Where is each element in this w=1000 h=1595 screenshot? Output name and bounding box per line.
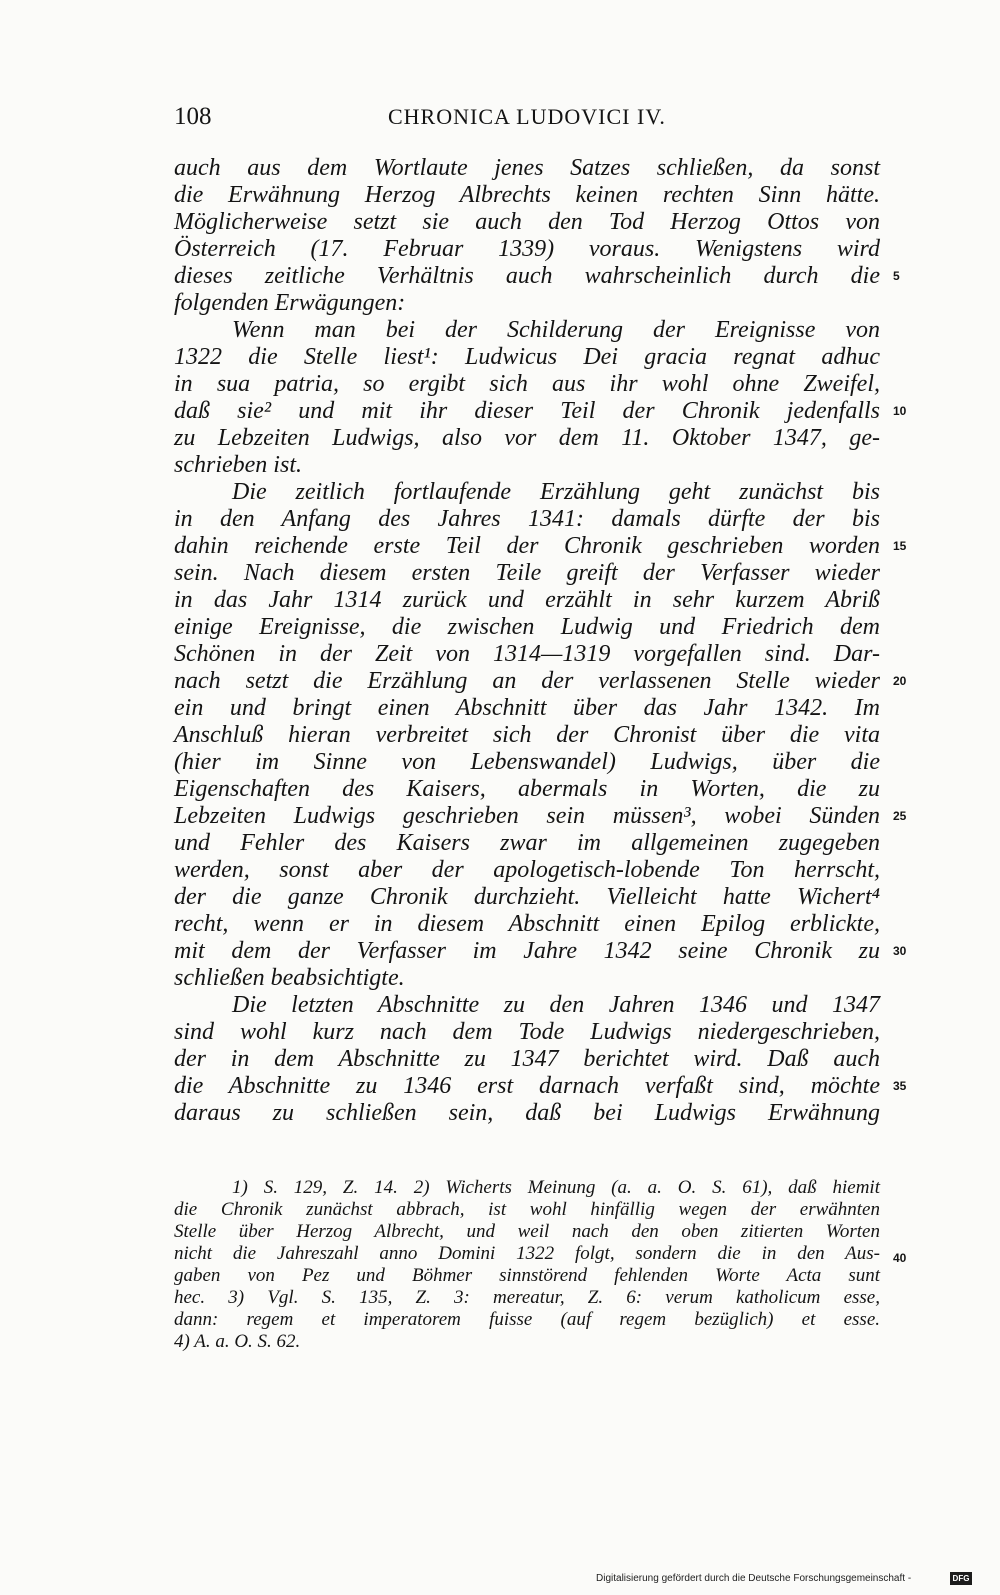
- text-line: schließen beabsichtigte.: [174, 965, 405, 991]
- text-line: 1322 die Stelle liest¹: Ludwicus Dei gracia regnat adhuc: [174, 344, 880, 370]
- text-line: (hier im Sinne von Lebenswandel) Ludwigs, über die: [174, 749, 880, 775]
- margin-line-number: 20: [893, 674, 907, 688]
- text-line: daß sie² und mit ihr dieser Teil der Chronik jedenfalls: [174, 398, 880, 424]
- text-line: recht, wenn er in diesem Abschnitt einen Epilog erblickte,: [174, 911, 880, 937]
- digitization-credit: Digitalisierung gefördert durch die Deutsche Forschungsgemeinschaft -: [596, 1573, 912, 1584]
- text-line: und Fehler des Kaisers zwar im allgemeinen zugegeben: [174, 830, 880, 856]
- text-line: einige Ereignisse, die zwischen Ludwig und Friedrich dem: [174, 614, 880, 640]
- text-line: Lebzeiten Ludwigs geschrieben sein müssen³, wobei Sünden: [174, 803, 880, 829]
- margin-line-number: 15: [893, 539, 907, 553]
- text-line: Die zeitlich fortlaufende Erzählung geht zunächst bis: [232, 479, 880, 505]
- footnote-line: die Chronik zunächst abbrach, ist wohl hinfällig wegen der erwähnten: [174, 1199, 880, 1220]
- text-line: auch aus dem Wortlaute jenes Satzes schließen, da sonst: [174, 155, 880, 181]
- margin-line-number: 5: [893, 269, 900, 283]
- text-line: der in dem Abschnitte zu 1347 berichtet wird. Daß auch: [174, 1046, 880, 1072]
- text-line: schrieben ist.: [174, 452, 302, 478]
- footnote-line-number: 40: [893, 1251, 907, 1265]
- text-line: Österreich (17. Februar 1339) voraus. Wenigstens wird: [174, 236, 880, 262]
- running-title: CHRONICA LUDOVICI IV.: [388, 104, 666, 129]
- dfg-logo: DFG: [950, 1572, 972, 1585]
- footnote-line: nicht die Jahreszahl anno Domini 1322 folgt, sondern die in den Aus-: [174, 1243, 880, 1264]
- text-line: Schönen in der Zeit von 1314—1319 vorgefallen sind. Dar-: [174, 641, 880, 667]
- text-line: zu Lebzeiten Ludwigs, also vor dem 11. Oktober 1347, ge-: [174, 425, 880, 451]
- text-line: in den Anfang des Jahres 1341: damals dürfte der bis: [174, 506, 880, 532]
- footnote-line: dann: regem et imperatorem fuisse (auf regem bezüglich) et esse.: [174, 1309, 880, 1330]
- text-line: mit dem der Verfasser im Jahre 1342 seine Chronik zu: [174, 938, 880, 964]
- footnote-line: gaben von Pez und Böhmer sinnstörend fehlenden Worte Acta sunt: [174, 1265, 880, 1286]
- text-line: daraus zu schließen sein, daß bei Ludwigs Erwähnung: [174, 1100, 880, 1126]
- text-line: Möglicherweise setzt sie auch den Tod Herzog Ottos von: [174, 209, 880, 235]
- text-line: Eigenschaften des Kaisers, abermals in Worten, die zu: [174, 776, 880, 802]
- text-line: dahin reichende erste Teil der Chronik geschrieben worden: [174, 533, 880, 559]
- text-line: in sua patria, so ergibt sich aus ihr wohl ohne Zweifel,: [174, 371, 880, 397]
- footnote-line: 4) A. a. O. S. 62.: [174, 1331, 301, 1352]
- footnote-line: 1) S. 129, Z. 14. 2) Wicherts Meinung (a. a. O. S. 61), daß hiemit: [232, 1177, 880, 1198]
- text-line: Die letzten Abschnitte zu den Jahren 1346 und 1347: [232, 992, 880, 1018]
- text-line: sein. Nach diesem ersten Teile greift der Verfasser wieder: [174, 560, 880, 586]
- text-line: die Erwähnung Herzog Albrechts keinen rechten Sinn hätte.: [174, 182, 880, 208]
- text-line: dieses zeitliche Verhältnis auch wahrscheinlich durch die: [174, 263, 880, 289]
- footnote-line: Stelle über Herzog Albrecht, und weil nach den oben zitierten Worten: [174, 1221, 880, 1242]
- text-line: die Abschnitte zu 1346 erst darnach verfaßt sind, möchte: [174, 1073, 880, 1099]
- text-line: in das Jahr 1314 zurück und erzählt in sehr kurzem Abriß: [174, 587, 880, 613]
- margin-line-number: 10: [893, 404, 907, 418]
- text-line: werden, sonst aber der apologetisch-lobende Ton herrscht,: [174, 857, 880, 883]
- margin-line-number: 25: [893, 809, 907, 823]
- text-line: folgenden Erwägungen:: [174, 290, 406, 316]
- text-line: sind wohl kurz nach dem Tode Ludwigs niedergeschrieben,: [174, 1019, 880, 1045]
- text-line: der die ganze Chronik durchzieht. Vielleicht hatte Wichert⁴: [174, 884, 880, 910]
- page-number: 108: [174, 103, 212, 130]
- margin-line-number: 35: [893, 1079, 907, 1093]
- text-line: ein und bringt einen Abschnitt über das Jahr 1342. Im: [174, 695, 880, 721]
- footnote-line: hec. 3) Vgl. S. 135, Z. 3: mereatur, Z. 6: verum katholicum esse,: [174, 1287, 880, 1308]
- margin-line-number: 30: [893, 944, 907, 958]
- text-line: Wenn man bei der Schilderung der Ereignisse von: [232, 317, 880, 343]
- text-line: nach setzt die Erzählung an der verlassenen Stelle wieder: [174, 668, 880, 694]
- text-line: Anschluß hieran verbreitet sich der Chronist über die vita: [174, 722, 880, 748]
